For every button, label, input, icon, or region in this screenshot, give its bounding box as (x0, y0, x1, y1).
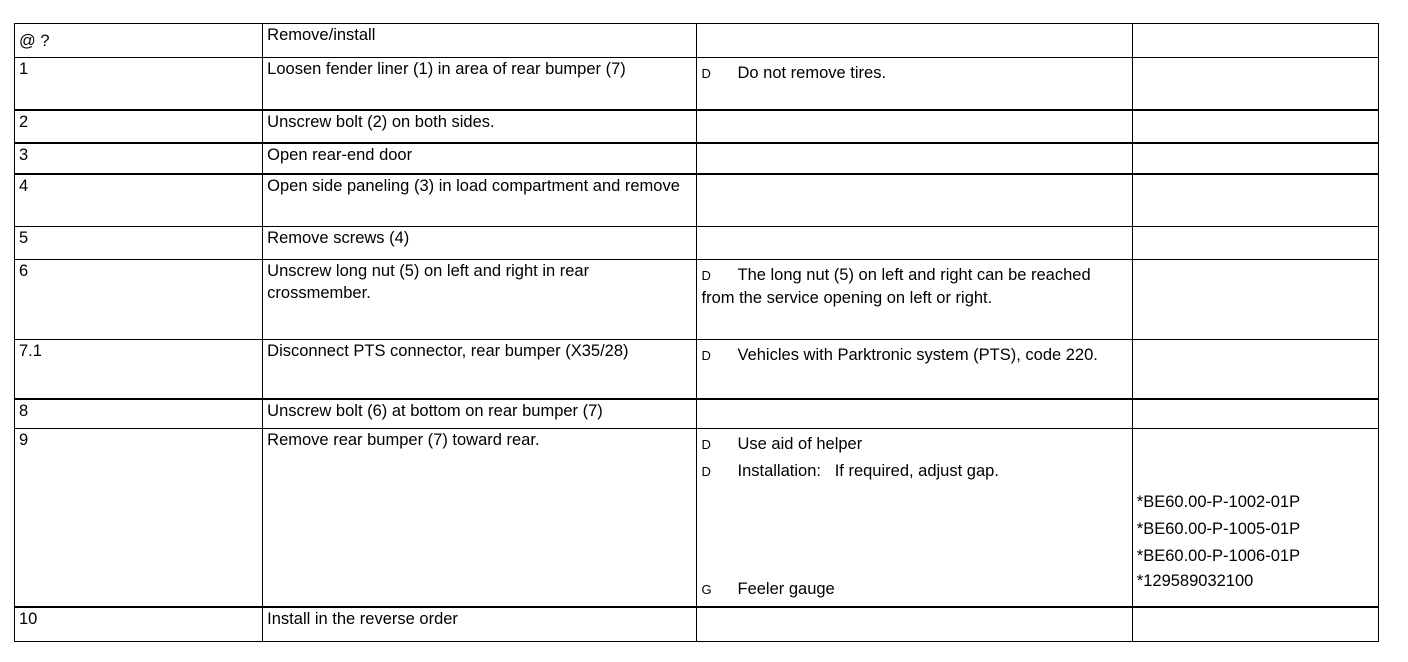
step-parts (1132, 110, 1378, 143)
note-text: Use aid of helper (737, 435, 863, 453)
table-row (15, 607, 1379, 642)
step-number: 3 (15, 143, 263, 174)
step-notes (697, 399, 1132, 429)
step-action: Open side paneling (3) in load compartment and remove (263, 174, 697, 227)
header-title: Remove/install (263, 24, 697, 58)
step-action: Unscrew long nut (5) on left and right in rear crossmember. (263, 260, 697, 340)
step-parts (1132, 399, 1378, 429)
step-number: 1 (15, 58, 263, 110)
step-notes (697, 607, 1132, 642)
step-number: 8 (15, 399, 263, 429)
step-action: Unscrew bolt (2) on both sides. (263, 110, 697, 143)
note-text: Do not remove tires. (737, 64, 887, 82)
note-symbol: D (701, 464, 711, 479)
step-number: 10 (15, 607, 263, 642)
step-parts (1132, 260, 1378, 340)
step-action: Unscrew bolt (6) at bottom on rear bumper (7) (263, 399, 697, 429)
step-parts (1132, 58, 1378, 110)
step-action: Open rear-end door (263, 143, 697, 174)
step-number: 5 (15, 227, 263, 260)
step-action: Remove screws (4) (263, 227, 697, 260)
header-notes (697, 24, 1132, 58)
step-notes (697, 110, 1132, 143)
table-row (15, 58, 1379, 110)
step-action: Remove rear bumper (7) toward rear. (263, 429, 697, 607)
part-references (1137, 489, 1300, 592)
table-row (15, 429, 1379, 607)
note-symbol: D (701, 437, 711, 452)
note-symbol: D (701, 348, 711, 363)
step-notes (697, 340, 1132, 399)
step-parts (1132, 143, 1378, 174)
note-text: Installation: If required, adjust gap. (737, 462, 999, 480)
step-notes (697, 143, 1132, 174)
step-action: Install in the reverse order (263, 607, 697, 642)
procedure-table (14, 23, 1379, 642)
tool-line (701, 578, 834, 601)
header-parts (1132, 24, 1378, 58)
table-row (15, 227, 1379, 260)
note-text: The long nut (5) on left and right can be reached from the service opening on left or right. (701, 266, 1091, 307)
table-row (15, 340, 1379, 399)
step-notes (697, 260, 1132, 340)
table-row (15, 260, 1379, 340)
step-action: Loosen fender liner (1) in area of rear bumper (7) (263, 58, 697, 110)
note-text: Vehicles with Parktronic system (PTS), code 220. (737, 346, 1098, 364)
step-notes (697, 58, 1132, 110)
step-parts (1132, 340, 1378, 399)
step-notes (697, 429, 1132, 607)
part-reference[interactable]: *BE60.00-P-1002-01P (1136, 493, 1301, 511)
tool-symbol: G (701, 581, 712, 597)
note-symbol: D (701, 66, 711, 81)
step-notes (697, 227, 1132, 260)
table-row (15, 110, 1379, 143)
step-number: 9 (15, 429, 263, 607)
part-reference[interactable]: *BE60.00-P-1005-01P (1136, 520, 1301, 538)
header-symbols: @ ? (15, 24, 263, 58)
table-row (15, 143, 1379, 174)
step-number: 6 (15, 260, 263, 340)
step-parts (1132, 607, 1378, 642)
part-reference[interactable]: *129589032100 (1136, 572, 1254, 590)
step-action: Disconnect PTS connector, rear bumper (X35/28) (263, 340, 697, 399)
table-row (15, 399, 1379, 429)
step-parts (1132, 429, 1378, 607)
step-number: 2 (15, 110, 263, 143)
table-header-row (15, 24, 1379, 58)
step-parts (1132, 174, 1378, 227)
table-row (15, 174, 1379, 227)
tool-text: Feeler gauge (737, 579, 835, 598)
step-number: 4 (15, 174, 263, 227)
step-notes (697, 174, 1132, 227)
part-reference[interactable]: *BE60.00-P-1006-01P (1136, 547, 1301, 565)
note-symbol: D (701, 268, 711, 283)
step-number: 7.1 (15, 340, 263, 399)
step-parts (1132, 227, 1378, 260)
